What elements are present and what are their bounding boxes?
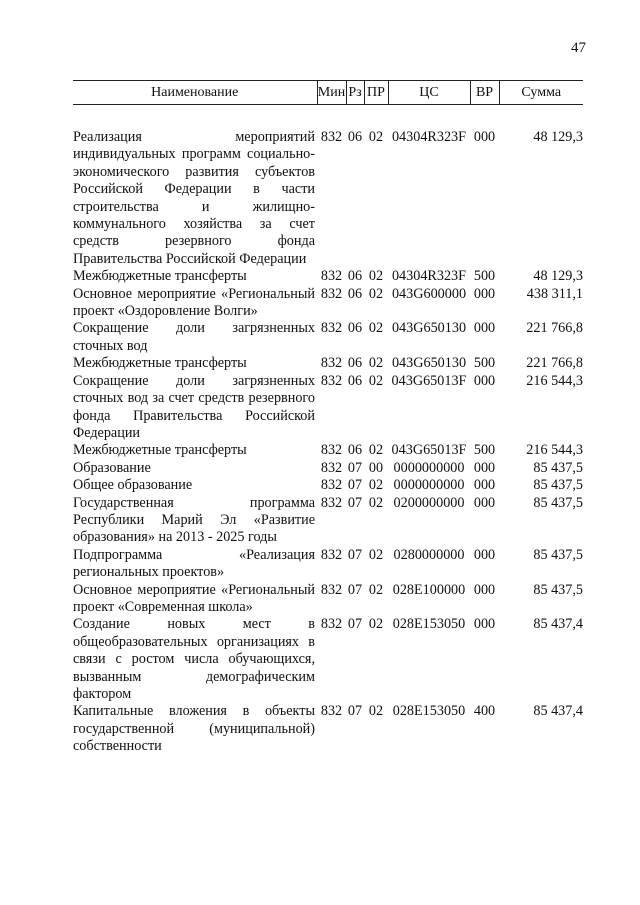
- table-row: [73, 129, 583, 268]
- cell-sum: 85 437,5: [533, 546, 583, 563]
- cell-name: Сокращение доли загрязненных сточных вод за счет средств резервного фонда Правительства Российской Федерации: [73, 372, 315, 441]
- cell-min: 832: [320, 459, 343, 476]
- cell-rz: 07: [347, 477, 363, 494]
- cell-name: Общее образование: [73, 477, 193, 494]
- table-row: [73, 460, 583, 477]
- cell-vr: 000: [473, 285, 496, 302]
- cell-sum: 85 437,4: [533, 616, 583, 633]
- cell-min: 832: [320, 268, 343, 285]
- cell-vr: 000: [473, 320, 496, 337]
- cell-min: 832: [320, 477, 343, 494]
- cell-cs: 043G650130: [391, 320, 467, 337]
- table-row: [73, 616, 583, 703]
- table-row: [73, 320, 583, 355]
- cell-pr: 02: [368, 703, 384, 720]
- cell-rz: 06: [347, 442, 363, 459]
- cell-rz: 07: [347, 703, 363, 720]
- table-row: [73, 355, 583, 372]
- cell-pr: 02: [368, 129, 384, 145]
- cell-rz: 06: [347, 372, 363, 389]
- header-rz: Рз: [346, 81, 364, 105]
- cell-name: Межбюджетные трансферты: [73, 355, 247, 372]
- table-row: [73, 547, 583, 582]
- table-row: [73, 286, 583, 321]
- cell-vr: 000: [473, 477, 496, 494]
- table-row: [73, 373, 583, 443]
- table-body: [73, 105, 583, 756]
- cell-vr: 000: [473, 372, 496, 389]
- cell-sum: 438 311,1: [526, 285, 583, 302]
- cell-cs: 043G600000: [391, 285, 467, 302]
- cell-rz: 07: [347, 494, 363, 511]
- cell-pr: 02: [368, 285, 384, 302]
- cell-vr: 500: [473, 442, 496, 459]
- cell-min: 832: [320, 129, 343, 145]
- cell-cs: 043G65013F: [391, 442, 467, 459]
- cell-rz: 07: [347, 546, 363, 563]
- cell-min: 832: [320, 494, 343, 511]
- cell-pr: 02: [368, 355, 384, 372]
- cell-vr: 400: [473, 703, 496, 720]
- cell-name: Создание новых мест в общеобразовательных организациях в связи с ростом числа обучающихся, вызванным демографическим фактором: [73, 616, 315, 702]
- cell-name: Межбюджетные трансферты: [73, 268, 247, 285]
- cell-vr: 500: [473, 268, 496, 285]
- cell-min: 832: [320, 581, 343, 598]
- cell-cs: 0200000000: [393, 494, 465, 511]
- table-row: [73, 442, 583, 459]
- cell-sum: 85 437,5: [533, 459, 583, 476]
- cell-vr: 000: [473, 616, 496, 633]
- cell-cs: 043G650130: [391, 355, 467, 372]
- cell-sum: 85 437,5: [533, 477, 583, 494]
- cell-cs: 028E153050: [392, 616, 466, 633]
- cell-sum: 216 544,3: [526, 442, 583, 459]
- cell-pr: 02: [368, 616, 384, 633]
- cell-sum: 216 544,3: [526, 372, 583, 389]
- cell-sum: 48 129,3: [533, 268, 583, 285]
- table-row: [73, 582, 583, 617]
- cell-min: 832: [320, 703, 343, 720]
- cell-name: Основное мероприятие «Региональный проект «Современная школа»: [73, 581, 315, 615]
- cell-cs: 04304R323F: [391, 129, 467, 145]
- cell-min: 832: [320, 372, 343, 389]
- cell-pr: 02: [368, 494, 384, 511]
- cell-vr: 000: [473, 581, 496, 598]
- cell-pr: 00: [368, 459, 384, 476]
- cell-vr: 500: [473, 355, 496, 372]
- cell-rz: 06: [347, 320, 363, 337]
- cell-sum: 85 437,5: [533, 494, 583, 511]
- budget-table: [73, 80, 583, 756]
- cell-pr: 02: [368, 268, 384, 285]
- table-header: [73, 81, 583, 105]
- cell-pr: 02: [368, 477, 384, 494]
- header-cs: ЦС: [388, 81, 470, 105]
- cell-name: Основное мероприятие «Региональный проект «Оздоровление Волги»: [73, 285, 315, 320]
- cell-pr: 02: [368, 320, 384, 337]
- page-number: 47: [571, 40, 586, 56]
- cell-vr: 000: [473, 546, 496, 563]
- cell-vr: 000: [473, 129, 496, 145]
- table-row: [73, 495, 583, 547]
- header-min: Мин: [317, 81, 346, 105]
- cell-pr: 02: [368, 372, 384, 389]
- cell-min: 832: [320, 320, 343, 337]
- table-row: [73, 477, 583, 494]
- cell-rz: 07: [347, 459, 363, 476]
- cell-rz: 06: [347, 268, 363, 285]
- table-row: [73, 703, 583, 755]
- cell-name: Реализация мероприятий индивидуальных программ социально-экономического развития субъектов Российской Федерации в части строительства и жилищно-коммунального хозяйства за счет средств резервного фонда Правительства Российской Федерации: [73, 129, 315, 267]
- cell-cs: 0000000000: [393, 477, 465, 494]
- header-pr: ПР: [364, 81, 388, 105]
- cell-rz: 07: [347, 581, 363, 598]
- cell-rz: 06: [347, 285, 363, 302]
- cell-vr: 000: [473, 494, 496, 511]
- cell-cs: 043G65013F: [391, 372, 467, 389]
- cell-rz: 06: [347, 355, 363, 372]
- cell-sum: 221 766,8: [526, 355, 583, 372]
- cell-sum: 85 437,4: [533, 703, 583, 720]
- cell-name: Капитальные вложения в объекты государственной (муниципальной) собственности: [73, 703, 315, 755]
- cell-pr: 02: [368, 581, 384, 598]
- cell-name: Подпрограмма «Реализация региональных проектов»: [73, 546, 315, 581]
- cell-cs: 0280000000: [393, 546, 465, 563]
- cell-pr: 02: [368, 546, 384, 563]
- cell-rz: 07: [347, 616, 363, 633]
- cell-name: Сокращение доли загрязненных сточных вод: [73, 320, 315, 354]
- cell-min: 832: [320, 285, 343, 302]
- header-sum: Сумма: [499, 81, 583, 105]
- cell-cs: 028E100000: [392, 581, 466, 598]
- cell-min: 832: [320, 442, 343, 459]
- cell-cs: 04304R323F: [391, 268, 467, 285]
- cell-name: Межбюджетные трансферты: [73, 442, 247, 459]
- cell-min: 832: [320, 546, 343, 563]
- cell-name: Государственная программа Республики Марий Эл «Развитие образования» на 2013 - 2025 годы: [73, 494, 315, 546]
- cell-min: 832: [320, 355, 343, 372]
- header-name: Наименование: [73, 81, 317, 105]
- cell-pr: 02: [368, 442, 384, 459]
- cell-sum: 85 437,5: [533, 581, 583, 598]
- table-row: [73, 268, 583, 285]
- header-vr: ВР: [470, 81, 499, 105]
- cell-cs: 028E153050: [392, 703, 466, 720]
- cell-cs: 0000000000: [393, 459, 465, 476]
- cell-name: Образование: [73, 459, 151, 476]
- cell-sum: 48 129,3: [533, 129, 583, 145]
- cell-vr: 000: [473, 459, 496, 476]
- cell-rz: 06: [347, 129, 363, 145]
- cell-sum: 221 766,8: [526, 320, 583, 337]
- cell-min: 832: [320, 616, 343, 633]
